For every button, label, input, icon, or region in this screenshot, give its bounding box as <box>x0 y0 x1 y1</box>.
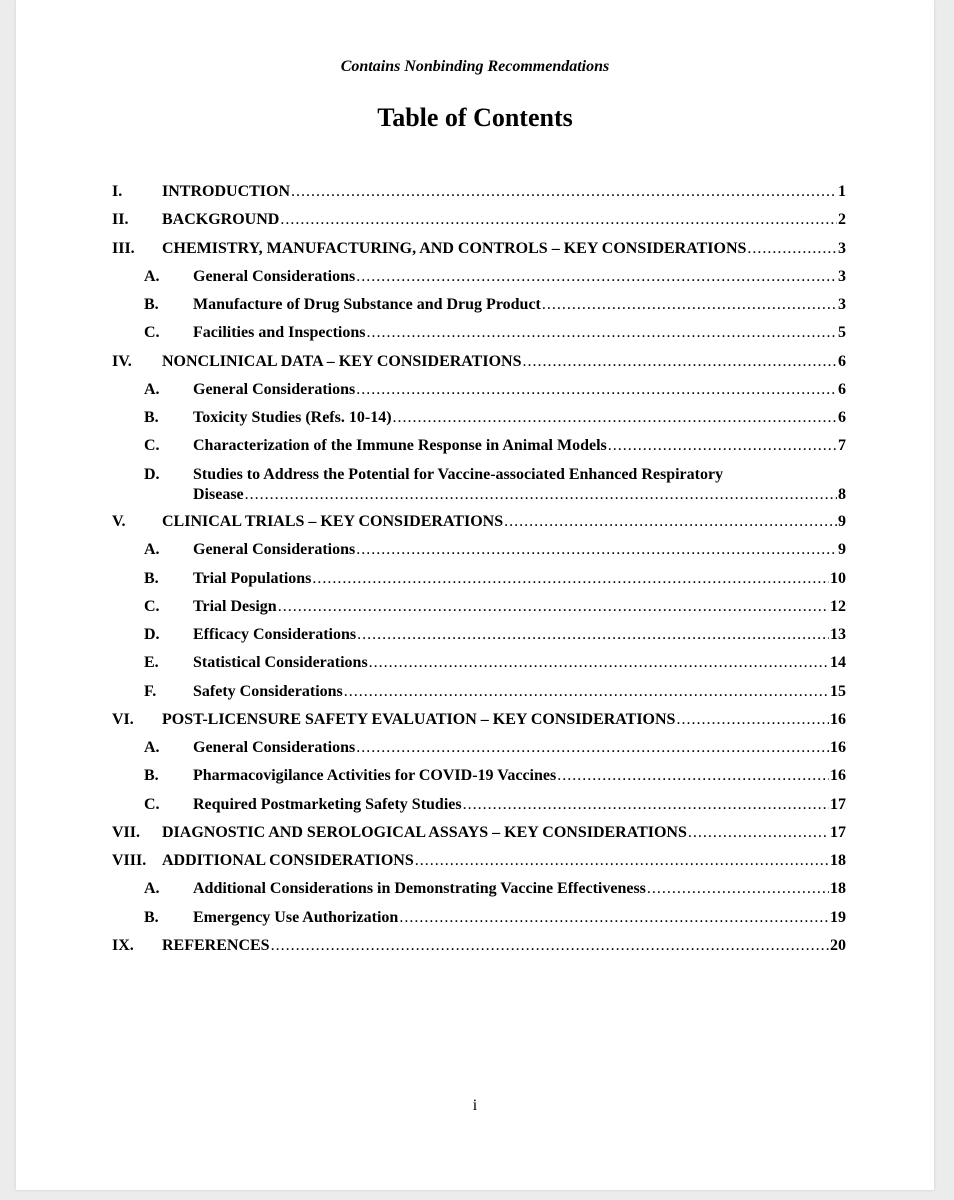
toc-entry-post-licensure-general[interactable] <box>112 738 846 758</box>
dot-leader <box>278 597 829 617</box>
dot-leader <box>344 682 829 702</box>
toc-entry-page: 9 <box>838 541 846 559</box>
toc-entry-page: 17 <box>830 823 846 841</box>
toc-entry-page: 14 <box>830 654 846 672</box>
toc-entry-page: 7 <box>838 437 846 455</box>
dot-leader <box>415 851 829 871</box>
toc-entry-page: 15 <box>830 682 846 700</box>
toc-entry-statistical[interactable] <box>112 653 846 673</box>
dot-leader <box>393 408 837 428</box>
page-title: Table of Contents <box>377 103 573 132</box>
toc-entry-page: 2 <box>838 211 846 229</box>
dot-leader <box>608 436 837 456</box>
toc-entry-label: NONCLINICAL DATA – KEY CONSIDERATIONS <box>162 352 522 370</box>
toc-entry-label: Disease <box>193 485 244 503</box>
toc-entry-number: II. <box>112 211 129 229</box>
dot-leader <box>522 352 837 372</box>
toc-entry-number: A. <box>144 880 160 898</box>
toc-entry-label: Required Postmarketing Safety Studies <box>193 795 462 813</box>
toc-entry-label: Pharmacovigilance Activities for COVID-19 Vaccines <box>193 767 557 785</box>
dot-leader <box>291 182 837 202</box>
toc-entry-cmc-general[interactable] <box>112 267 846 287</box>
toc-entry-page: 6 <box>838 352 846 370</box>
dot-leader <box>647 879 829 899</box>
dot-leader <box>280 210 837 230</box>
toc-entry-number: A. <box>144 541 160 559</box>
toc-entry-introduction[interactable] <box>112 182 846 202</box>
toc-entry-diagnostic-assays[interactable] <box>112 823 846 843</box>
toc-entry-label: BACKGROUND <box>162 211 280 229</box>
toc-entry-page: 13 <box>830 626 846 643</box>
dot-leader <box>463 795 829 815</box>
toc-entry-number: IX. <box>112 936 134 954</box>
toc-entry-label: Characterization of the Immune Response in Animal Models <box>193 437 607 455</box>
toc-entry-page: 9 <box>838 513 846 530</box>
page-number-footer: i <box>472 1097 478 1114</box>
toc-entry-number: B. <box>144 296 159 313</box>
toc-entry-label: INTRODUCTION <box>162 183 291 200</box>
toc-entry-page: 20 <box>830 936 846 954</box>
toc-entry-background[interactable] <box>112 210 846 230</box>
toc-entry-page: 6 <box>838 380 846 398</box>
toc-entry-label: General Considerations <box>193 739 356 756</box>
toc-entry-label: ADDITIONAL CONSIDERATIONS <box>162 852 414 869</box>
toc-entry-number: I. <box>112 183 123 200</box>
toc-entry-page: 10 <box>830 569 846 587</box>
toc-entry-additional[interactable] <box>112 851 846 871</box>
toc-entry-number: VI. <box>112 710 134 728</box>
toc-entry-number: A. <box>144 380 160 398</box>
toc-entry-toxicity[interactable] <box>112 408 846 428</box>
toc-entry-page: 19 <box>830 908 846 926</box>
toc-entry-efficacy[interactable] <box>112 625 846 645</box>
toc-entry-number: F. <box>144 682 157 700</box>
toc-entry-page: 16 <box>830 739 846 756</box>
toc-entry-nonclinical-general[interactable] <box>112 380 846 400</box>
toc-entry-references[interactable] <box>112 936 846 956</box>
toc-entry-immune-response[interactable] <box>112 436 846 456</box>
dot-leader <box>557 766 829 786</box>
toc-entry-page: 1 <box>838 183 846 200</box>
dot-leader <box>366 323 837 343</box>
toc-entry-number: A. <box>144 267 160 285</box>
toc-entry-pharmacovigilance[interactable] <box>112 766 846 786</box>
dot-leader <box>356 267 837 287</box>
toc-entry-label-line1: Studies to Address the Potential for Vaccine-associated Enhanced Respiratory <box>193 465 724 483</box>
toc-entry-number: C. <box>144 437 160 455</box>
dot-leader <box>542 295 837 315</box>
toc-entry-cmc-facilities[interactable] <box>112 323 846 343</box>
toc-entry-page: 3 <box>838 239 846 257</box>
toc-entry-number: C. <box>144 324 160 342</box>
toc-entry-label: General Considerations <box>193 380 356 398</box>
dot-leader <box>504 512 837 532</box>
toc-entry-number: B. <box>144 908 159 926</box>
dot-leader <box>676 710 829 730</box>
toc-entry-label: REFERENCES <box>162 936 270 954</box>
toc-entry-number: E. <box>144 654 159 672</box>
toc-entry-number: D. <box>144 465 160 483</box>
document-page <box>16 0 934 1190</box>
dot-leader <box>312 569 829 589</box>
toc-entry-page: 3 <box>838 296 846 313</box>
toc-entry-page: 17 <box>830 795 846 813</box>
toc-entry-label: CHEMISTRY, MANUFACTURING, AND CONTROLS – KEY CONSIDERATIONS <box>162 239 747 257</box>
toc-entry-label: Efficacy Considerations <box>193 626 357 643</box>
toc-entry-number: B. <box>144 569 159 587</box>
toc-entry-page: 18 <box>830 852 846 869</box>
dot-leader <box>271 936 829 956</box>
toc-entry-eua[interactable] <box>112 908 846 928</box>
toc-entry-trial-design[interactable] <box>112 597 846 617</box>
toc-entry-label: Manufacture of Drug Substance and Drug Product <box>193 296 541 313</box>
dot-leader <box>399 908 829 928</box>
table-of-contents <box>112 182 846 964</box>
toc-entry-label: Toxicity Studies (Refs. 10-14) <box>193 409 392 426</box>
dot-leader <box>357 625 829 645</box>
toc-entry-number: VIII. <box>112 852 147 869</box>
dot-leader <box>688 823 829 843</box>
toc-entry-label: Safety Considerations <box>193 682 343 700</box>
dot-leader <box>356 380 837 400</box>
toc-entry-label: Additional Considerations in Demonstrating Vaccine Effectiveness <box>193 880 646 898</box>
toc-entry-vaerd[interactable] <box>112 465 846 505</box>
toc-entry-number: B. <box>144 767 159 785</box>
toc-entry-label: General Considerations <box>193 267 356 285</box>
toc-entry-page: 12 <box>830 597 846 615</box>
toc-entry-label: Emergency Use Authorization <box>193 908 399 926</box>
toc-entry-nonclinical[interactable] <box>112 352 846 372</box>
toc-entry-clinical-trials[interactable] <box>112 512 846 532</box>
toc-entry-page: 6 <box>838 409 846 426</box>
dot-leader <box>369 653 829 673</box>
page-header: Contains Nonbinding Recommendations <box>340 58 610 75</box>
toc-entry-label: Facilities and Inspections <box>193 324 366 342</box>
toc-entry-number: B. <box>144 409 159 426</box>
toc-entry-number: A. <box>144 739 160 756</box>
toc-entry-number: III. <box>112 239 135 257</box>
toc-entry-label: General Considerations <box>193 541 356 559</box>
dot-leader <box>356 738 829 758</box>
toc-entry-page: 18 <box>830 880 846 898</box>
toc-entry-page: 8 <box>838 485 846 503</box>
toc-entry-clinical-general[interactable] <box>112 540 846 560</box>
toc-entry-page: 16 <box>830 767 846 785</box>
dot-leader <box>245 485 837 505</box>
toc-entry-number: D. <box>144 626 160 643</box>
dot-leader <box>356 540 837 560</box>
toc-entry-page: 3 <box>838 267 846 285</box>
toc-entry-label: CLINICAL TRIALS – KEY CONSIDERATIONS <box>162 513 504 530</box>
toc-entry-number: VII. <box>112 823 141 841</box>
toc-entry-number: C. <box>144 795 160 813</box>
toc-entry-label: Statistical Considerations <box>193 654 368 672</box>
toc-entry-number: C. <box>144 597 160 615</box>
toc-entry-label: DIAGNOSTIC AND SEROLOGICAL ASSAYS – KEY CONSIDERATIONS <box>162 823 687 841</box>
toc-entry-cmc[interactable] <box>112 239 846 259</box>
toc-entry-label: POST-LICENSURE SAFETY EVALUATION – KEY CONSIDERATIONS <box>162 710 676 728</box>
toc-entry-post-licensure[interactable] <box>112 710 846 730</box>
toc-entry-label: Trial Populations <box>193 569 312 587</box>
toc-entry-safety[interactable] <box>112 682 846 702</box>
toc-entry-trial-populations[interactable] <box>112 569 846 589</box>
toc-entry-cmc-manufacture[interactable] <box>112 295 846 315</box>
toc-entry-page: 5 <box>838 324 846 342</box>
toc-entry-postmarketing[interactable] <box>112 795 846 815</box>
toc-entry-number: IV. <box>112 352 132 370</box>
toc-entry-label: Trial Design <box>193 597 277 615</box>
dot-leader <box>747 239 837 259</box>
toc-entry-vaccine-effectiveness[interactable] <box>112 879 846 899</box>
toc-entry-page: 16 <box>830 710 846 728</box>
toc-entry-number: V. <box>112 513 126 530</box>
